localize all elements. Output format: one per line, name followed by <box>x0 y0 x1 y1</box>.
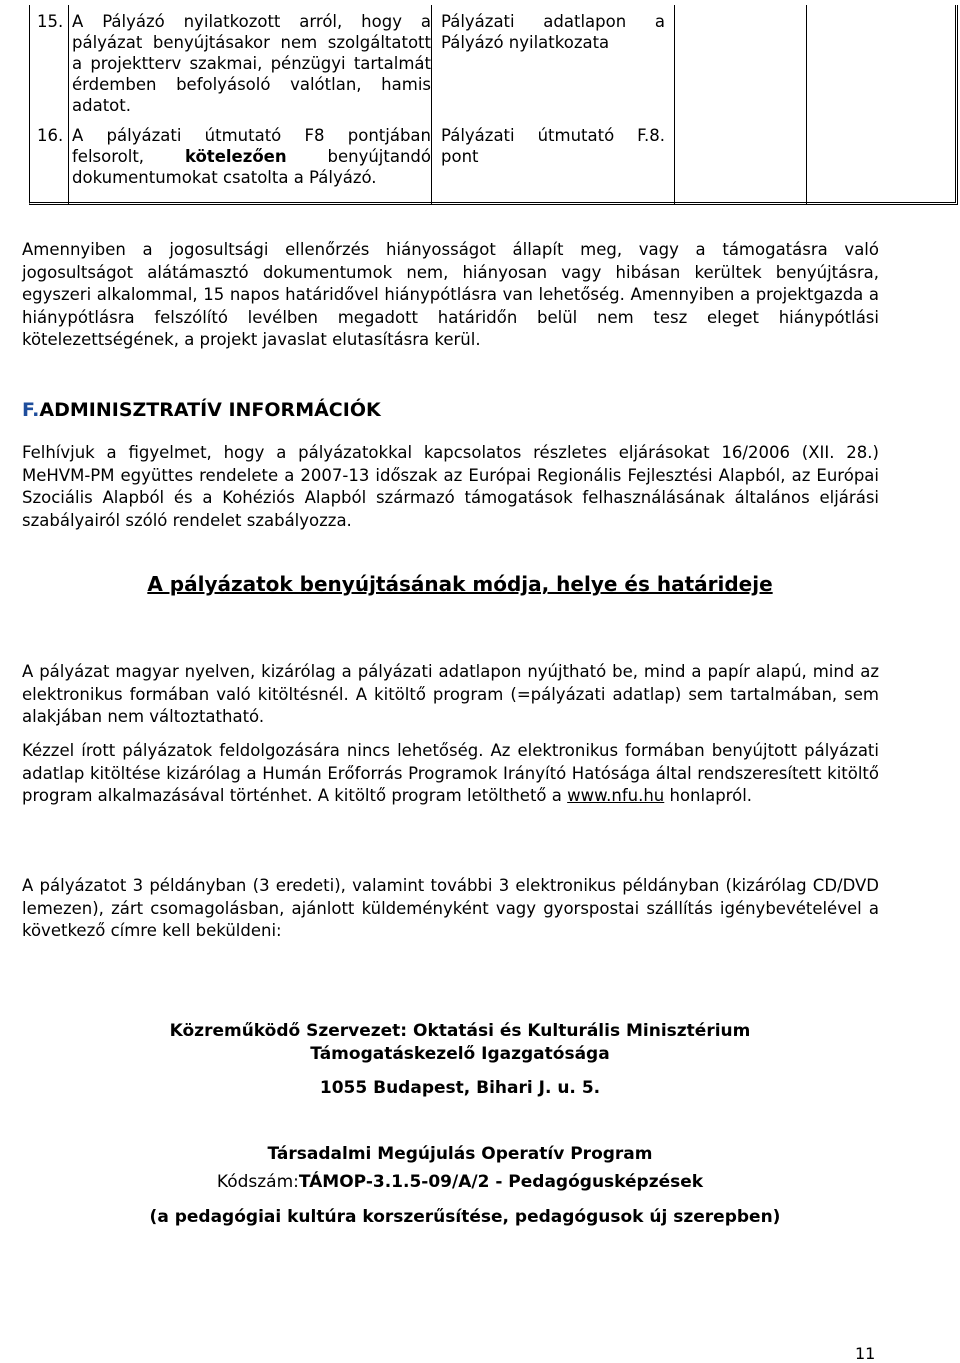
page-number: 11 <box>855 1344 876 1363</box>
source-text: Pályázati adatlapon a Pályázó nyilatkozata <box>441 12 665 52</box>
table-divider <box>431 5 432 205</box>
program-subtitle: (a pedagógiai kultúra korszerűsítése, pedagógusok új szerepben) <box>149 1207 781 1227</box>
address-line: 1055 Budapest, Bihari J. u. 5. <box>319 1078 601 1098</box>
submission-subtitle: A pályázatok benyújtásának módja, helye és határideje <box>147 572 773 596</box>
row-number: 15. <box>37 12 64 31</box>
nfu-link[interactable]: www.nfu.hu <box>567 786 665 806</box>
table-divider <box>806 5 807 205</box>
source-text: Pályázati útmutató F.8. pont <box>441 126 665 166</box>
language-paragraph: A pályázat magyar nyelven, kizárólag a pályázati adatlapon nyújtható be, mind a papír alapú, mind az elektronikus formában való kitöltésnél. A kitöltő program (=pályázati adatlap) sem tartalmában, sem alakjában nem változtatható. <box>22 662 879 727</box>
criteria-table <box>29 5 958 205</box>
program-name: Társadalmi Megújulás Operatív Program <box>267 1144 653 1164</box>
address-line: Közreműködő Szervezet: Oktatási és Kulturális Minisztérium <box>169 1021 751 1041</box>
table-divider <box>674 5 675 205</box>
table-divider <box>68 5 69 205</box>
section-heading: F.ADMINISZTRATÍV INFORMÁCIÓK <box>22 399 381 421</box>
criterion-text: A Pályázó nyilatkozott arról, hogy a pályázat benyújtásakor nem szolgáltatott a projektterv szakmai, pénzügyi tartalmát érdemben befolyásoló valótlan, hamis adatot. <box>72 12 431 115</box>
copies-paragraph: A pályázatot 3 példányban (3 eredeti), valamint további 3 elektronikus példányban (kizárólag CD/DVD lemezen), zárt csomagolásban, ajánlott küldeményként vagy gyorspostai szállítás igénybevételével a következő címre kell beküldeni: <box>22 876 879 941</box>
row-number: 16. <box>37 126 64 145</box>
regulation-paragraph: Felhívjuk a figyelmet, hogy a pályázatokkal kapcsolatos részletes eljárásokat 16/2006 (XII. 28.) MeHVM-PM együttes rendelete a 2007-13 időszak az Európai Regionális Fejlesztési Alapból, az Európai Szociális Alapból és a Kohéziós Alapból származó támogatások felhasználásának általános eljárási szabályairól szóló rendelet szabályozza. <box>22 443 879 530</box>
criterion-text: A pályázati útmutató F8 pontjában felsorolt, kötelezően benyújtandó dokumentumokat csatolta a Pályázó. <box>72 126 431 187</box>
eligibility-paragraph: Amennyiben a jogosultsági ellenőrzés hiányosságot állapít meg, vagy a támogatásra való jogosultságot alátámasztó dokumentumok nem, hiányosan vagy hibásan kerültek benyújtásra, egyszeri alkalommal, 15 napos határidővel hiánypótlásra van lehetőség. Amennyiben a projektgazda a hiánypótlásra felszólító levélben megadott határidőn belül nem tesz eleget hiánypótlási kötelezettségének, a projekt javaslat elutasításra kerül. <box>22 240 879 350</box>
electronic-paragraph: Kézzel írott pályázatok feldolgozására nincs lehetőség. Az elektronikus formában benyújtott pályázati adatlap kitöltése kizárólag a Humán Erőforrás Programok Irányító Hatósága által rendszeresített kitöltő program alkalmazásával történhet. A kitöltő program letölthető a www.nfu.hu honlapról. <box>22 741 879 806</box>
program-code: Kódszám:TÁMOP-3.1.5-09/A/2 - Pedagógusképzések <box>216 1172 704 1192</box>
address-line: Támogatáskezelő Igazgatósága <box>310 1044 610 1064</box>
